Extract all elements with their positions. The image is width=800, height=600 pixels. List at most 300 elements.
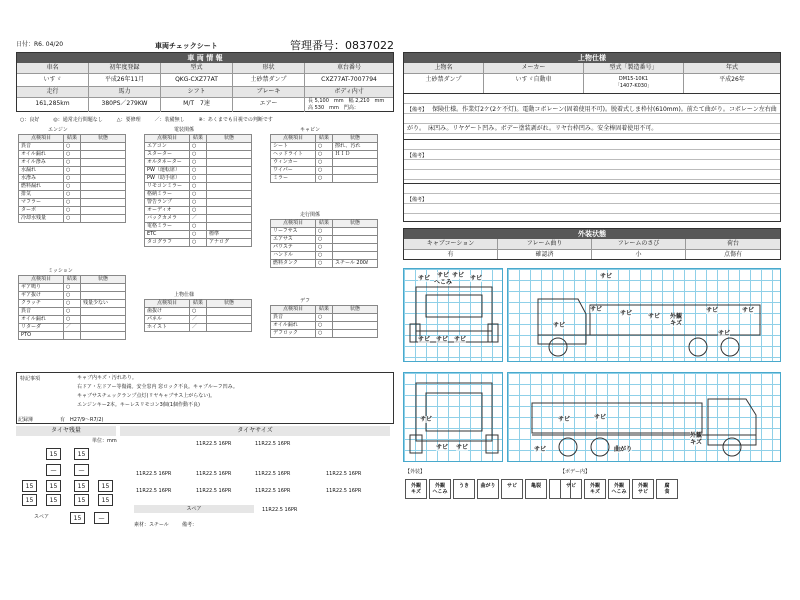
check-state — [81, 207, 126, 215]
check-state — [81, 175, 126, 183]
check-state: アナログ — [207, 239, 252, 247]
check-state — [333, 236, 378, 244]
check-state: ＨＩＤ — [333, 151, 378, 159]
check-state — [333, 159, 378, 167]
value-frame-rust: 小 — [592, 250, 686, 259]
column-header: 状態 — [207, 135, 252, 143]
special-line: キャブ内キズ・汚れあり。 — [77, 375, 137, 381]
legend-body-item: 外観 キズ — [584, 479, 606, 499]
tire-size-mid: 11R22.5 16PR — [255, 471, 291, 477]
value-shape: 土砂禁ダンプ — [233, 74, 305, 86]
table-row — [271, 159, 378, 167]
check-state: 標準 — [207, 231, 252, 239]
table-row — [271, 244, 378, 252]
value-upper-model: DM15-10K1 — [618, 76, 649, 82]
check-item: ヘッドライト — [271, 151, 316, 159]
diagram-side-right — [507, 372, 781, 462]
value-upper-serial: 「1407-K030」 — [614, 83, 653, 89]
label-shape: 形状 — [233, 63, 305, 73]
check-item: リーフサス — [271, 228, 316, 236]
column-header: 点検項目 — [19, 276, 64, 284]
drive-section — [270, 212, 378, 268]
check-item: オイル漏れ — [271, 322, 316, 330]
engine-section — [18, 127, 126, 223]
label-maker: メーカー — [484, 63, 584, 73]
body-dims-line1: 長 5,100 mm 幅 2,210 mm — [308, 98, 385, 104]
damage-tag: サビ — [594, 414, 607, 421]
engine-title: エンジン — [48, 127, 68, 133]
column-header: 結果 — [315, 306, 332, 314]
check-state — [207, 175, 252, 183]
check-result: ○ — [189, 231, 206, 239]
table-row — [19, 300, 126, 308]
diagram-front-top — [403, 268, 503, 362]
damage-tag: サビ — [418, 275, 431, 282]
legend-note: ※：あくまでも目視での判断です — [198, 117, 273, 123]
column-header: 状態 — [81, 135, 126, 143]
check-state — [207, 191, 252, 199]
label-body-dims: ボディ内寸 — [305, 87, 393, 97]
tire-wear-header: タイヤ残量 — [16, 426, 116, 436]
legend-body-item: 腐 食 — [656, 479, 678, 499]
legend-exterior-item: 外観 へこみ — [429, 479, 451, 499]
issue-date: 日付：R6. 04/20 — [16, 41, 64, 48]
damage-tag: サビ — [718, 330, 731, 337]
check-item: タコグラフ — [145, 239, 190, 247]
legend-exterior-label: 【外装】 — [405, 469, 426, 475]
check-result: ○ — [315, 314, 332, 322]
check-state — [81, 143, 126, 151]
tire-remark: 備考： — [182, 522, 198, 528]
check-result: ○ — [315, 252, 332, 260]
check-state — [81, 215, 126, 223]
table-row — [19, 191, 126, 199]
column-header: 点検項目 — [145, 135, 190, 143]
value-shift: M/T 7速 — [161, 98, 233, 112]
check-state — [207, 143, 252, 151]
check-item: 燃料タンク — [271, 260, 316, 268]
check-result: ○ — [189, 151, 206, 159]
drive-table — [270, 219, 378, 268]
column-header: 状態 — [333, 306, 378, 314]
check-item: スターター — [145, 151, 190, 159]
check-state — [81, 151, 126, 159]
check-result: ○ — [189, 207, 206, 215]
table-row — [19, 292, 126, 300]
truck-rear-outline — [404, 373, 504, 463]
check-item: PTO — [19, 332, 64, 340]
legend-exterior-item: うき — [453, 479, 475, 499]
check-state — [81, 324, 126, 332]
table-row — [145, 223, 252, 231]
check-result: ○ — [63, 143, 80, 151]
check-result: ○ — [189, 175, 206, 183]
check-result: ○ — [63, 191, 80, 199]
damage-tag: サビ — [418, 336, 431, 343]
diagram-rear — [403, 372, 503, 462]
exterior-status-header: 外装状態 — [404, 229, 780, 239]
check-result: ○ — [189, 191, 206, 199]
table-row — [271, 236, 378, 244]
table-row — [19, 199, 126, 207]
legend-body-item: サビ — [560, 479, 582, 499]
table-row — [271, 314, 378, 322]
damage-tag: サビ — [436, 444, 449, 451]
check-result: ○ — [63, 207, 80, 215]
check-item: ウィンカー — [271, 159, 316, 167]
mission-table — [18, 275, 126, 340]
check-state — [333, 314, 378, 322]
table-row — [145, 215, 252, 223]
tire-wear-unit: 単位：mm — [92, 438, 117, 444]
legend-exterior-item: 亀裂 — [525, 479, 547, 499]
damage-tag: 曲がり — [614, 446, 633, 453]
body-dims-line2: 高 530 mm 門高： — [308, 105, 359, 111]
value-upper-name: 土砂禁ダンプ — [404, 74, 484, 93]
table-row — [19, 316, 126, 324]
check-state — [333, 244, 378, 252]
tire-size-rear: 11R22.5 16PR — [136, 488, 172, 494]
check-item: 燃料漏れ — [19, 183, 64, 191]
column-header: 結果 — [315, 135, 332, 143]
check-result: ○ — [63, 300, 80, 308]
check-state: 残量少ない — [81, 300, 126, 308]
check-item: PW（助手席） — [145, 175, 190, 183]
check-result: ○ — [315, 151, 332, 159]
damage-tag: サビ へこみ — [434, 272, 453, 286]
column-header: 点検項目 — [19, 135, 64, 143]
cabin-title: キャビン — [300, 127, 321, 133]
damage-tag: サビ — [600, 273, 613, 280]
check-result: ○ — [315, 244, 332, 252]
special-line: キャブサスチェックランプ点灯(リヤキャブサス上がらない)。 — [77, 393, 216, 399]
value-car-name: いすゞ — [17, 74, 89, 86]
tire-size-rear: 11R22.5 16PR — [255, 488, 291, 494]
tire-rear: 15 — [74, 494, 89, 506]
check-result: ○ — [315, 260, 332, 268]
check-state — [207, 151, 252, 159]
table-row — [145, 183, 252, 191]
check-result: ○ — [189, 167, 206, 175]
table-row — [19, 324, 126, 332]
table-row — [271, 167, 378, 175]
value-brake: エアー — [233, 98, 305, 112]
record-book-label: 記録簿 — [18, 417, 34, 423]
spare-label: スペア — [34, 514, 50, 520]
table-row — [19, 167, 126, 175]
check-state — [333, 330, 378, 338]
table-row — [145, 143, 252, 151]
vehicle-info — [16, 52, 394, 112]
damage-tag: サビ — [436, 336, 449, 343]
value-power: 380PS／279KW — [89, 98, 161, 112]
check-state — [81, 167, 126, 175]
check-item: 警告ランプ — [145, 199, 190, 207]
special-line: 右ドア・左ドアー等傷錆。安全窓内 窓ロック不良。キャブルーフ凹み。 — [77, 384, 238, 390]
check-state — [81, 183, 126, 191]
upper-equip-table — [144, 299, 252, 332]
tire-rear: 15 — [98, 480, 113, 492]
legend-body-item: 外観 へこみ — [608, 479, 630, 499]
check-result: ○ — [189, 183, 206, 191]
tire-size-front: 11R22.5 16PR — [196, 441, 232, 447]
check-state — [207, 167, 252, 175]
damage-tag: サビ — [452, 272, 465, 279]
table-row — [271, 330, 378, 338]
column-header: 点検項目 — [271, 220, 316, 228]
wheel-material: 素材：スチール — [134, 522, 169, 528]
check-result: ／ — [189, 316, 206, 324]
upper-remark-label: 【備考】 — [407, 107, 428, 113]
legend-exterior-items — [405, 479, 573, 499]
damage-tag: サビ — [648, 313, 661, 320]
check-item: 異音 — [271, 314, 316, 322]
check-state — [333, 252, 378, 260]
check-state — [207, 159, 252, 167]
check-state: 擦れ、汚れ — [333, 143, 378, 151]
damage-tag: サビ — [456, 444, 469, 451]
column-header: 状態 — [333, 220, 378, 228]
check-result: ○ — [63, 215, 80, 223]
table-row — [19, 207, 126, 215]
tire-size-mid: 11R22.5 16PR — [136, 471, 172, 477]
cabin-table — [270, 134, 378, 183]
label-cab-caution: キャブコーション — [404, 239, 498, 249]
damage-tag: サビ — [454, 336, 467, 343]
check-item: エアコン — [145, 143, 190, 151]
column-header: 結果 — [189, 300, 206, 308]
check-item: PW（運転席） — [145, 167, 190, 175]
legend-repair: △：要修理 — [116, 117, 141, 123]
check-result: ○ — [63, 175, 80, 183]
check-result: ○ — [63, 159, 80, 167]
electric-table — [144, 134, 252, 247]
column-header: 状態 — [81, 276, 126, 284]
check-result: ○ — [63, 183, 80, 191]
value-upper-year: 平成26年 — [719, 76, 745, 83]
check-item: リモコンミラー — [145, 183, 190, 191]
check-item: ギア鳴り — [19, 284, 64, 292]
check-state — [333, 167, 378, 175]
label-upper-year: 年式 — [684, 63, 780, 73]
status-legend — [20, 117, 273, 124]
tire-mid-left: — — [46, 464, 61, 476]
check-state — [81, 159, 126, 167]
legend-ok: ◎：通常走行問題なし — [53, 117, 103, 123]
table-row — [19, 308, 126, 316]
value-bed: 点傷有 — [723, 251, 742, 258]
label-bed: 荷台 — [686, 239, 780, 249]
check-result: ○ — [315, 330, 332, 338]
table-row — [145, 199, 252, 207]
table-row — [271, 175, 378, 183]
upper-remark2-label: 【備考】 — [407, 153, 428, 159]
check-state — [81, 316, 126, 324]
label-shift: シフト — [161, 87, 233, 97]
engine-table — [18, 134, 126, 223]
check-item: オルタネーター — [145, 159, 190, 167]
tire-size-rear: 11R22.5 16PR — [326, 488, 362, 494]
label-upper-model: 型式「製造番号」 — [584, 63, 684, 73]
check-result: ／ — [189, 324, 206, 332]
check-result: ○ — [189, 143, 206, 151]
legend-exterior-item: 外観 キズ — [405, 479, 427, 499]
legend-exterior-item: 曲がり — [477, 479, 499, 499]
check-result: ○ — [189, 223, 206, 231]
diff-section — [270, 298, 378, 338]
table-row — [271, 143, 378, 151]
check-state: スチール 200ℓ — [333, 260, 378, 268]
check-state — [81, 308, 126, 316]
table-row — [19, 175, 126, 183]
value-cab-caution: 有 — [404, 250, 498, 259]
sheet-title: 車両チェックシート — [155, 42, 218, 50]
table-row — [145, 231, 252, 239]
check-state — [81, 191, 126, 199]
table-row — [19, 151, 126, 159]
label-power: 馬力 — [89, 87, 161, 97]
damage-tag: サビ — [534, 446, 547, 453]
table-row — [145, 308, 252, 316]
tire-front-left: 15 — [46, 448, 61, 460]
check-item: 格納ミラー — [145, 191, 190, 199]
value-frame-bend: 確認済 — [498, 250, 592, 259]
damage-tag: サビ — [742, 307, 755, 314]
check-item: エアサス — [271, 236, 316, 244]
vehicle-info-header: 車 両 情 報 — [17, 53, 393, 63]
column-header: 結果 — [63, 135, 80, 143]
check-result: ○ — [189, 308, 206, 316]
check-state — [207, 308, 252, 316]
check-result: ○ — [63, 308, 80, 316]
check-item: 水漏れ — [19, 167, 64, 175]
damage-tag: サビ — [590, 306, 603, 313]
check-result: ／ — [189, 215, 206, 223]
check-item: ワイパー — [271, 167, 316, 175]
table-row — [271, 151, 378, 159]
check-item: パネル — [145, 316, 190, 324]
table-row — [19, 183, 126, 191]
electric-section — [144, 127, 252, 247]
column-header: 点検項目 — [271, 306, 316, 314]
damage-tag: サビ — [558, 416, 571, 423]
cabin-section — [270, 127, 378, 183]
table-row — [145, 324, 252, 332]
check-item: ホイスト — [145, 324, 190, 332]
check-item: オーディオ — [145, 207, 190, 215]
check-result: ○ — [189, 239, 206, 247]
legend-body-items — [560, 479, 680, 499]
tire-mid-right: — — [74, 464, 89, 476]
check-result: ○ — [315, 228, 332, 236]
label-frame-rust: フレームのさび — [592, 239, 686, 249]
tire-size-rear: 11R22.5 16PR — [196, 488, 232, 494]
table-row — [145, 316, 252, 324]
label-chassis: 車台番号 — [305, 63, 393, 73]
check-item: 異音 — [19, 143, 64, 151]
diff-title: デフ — [300, 298, 311, 304]
tire-front-right: 15 — [74, 448, 89, 460]
truck-side2-outline — [508, 373, 782, 463]
table-row — [271, 322, 378, 330]
tire-rear: 15 — [46, 494, 61, 506]
check-item: 排気 — [19, 191, 64, 199]
column-header: 状態 — [333, 135, 378, 143]
check-item: ギア抜け — [19, 292, 64, 300]
check-item: マフラー — [19, 199, 64, 207]
check-item: リターダ — [19, 324, 64, 332]
damage-tag: サビ — [420, 416, 433, 423]
check-item: バックカメラ — [145, 215, 190, 223]
table-row — [145, 239, 252, 247]
tire-rear: 15 — [22, 494, 37, 506]
damage-tag: 外観 キズ — [670, 313, 683, 327]
check-result: ○ — [63, 284, 80, 292]
check-state — [81, 284, 126, 292]
table-row — [19, 332, 126, 340]
damage-tag: サビ — [470, 275, 483, 282]
check-state — [207, 324, 252, 332]
tire-spare: 15 — [70, 512, 85, 524]
legend-none: ／：装備無し — [154, 117, 185, 123]
table-row — [19, 143, 126, 151]
column-header: 状態 — [207, 300, 252, 308]
check-state — [207, 199, 252, 207]
upper-spec — [403, 52, 781, 222]
value-mileage: 161,285km — [17, 98, 89, 112]
check-state — [81, 292, 126, 300]
check-result: ／ — [63, 324, 80, 332]
mission-section — [18, 268, 126, 340]
tire-size-spare: 11R22.5 16PR — [262, 507, 298, 513]
check-result: ○ — [63, 199, 80, 207]
check-item: クラッチ — [19, 300, 64, 308]
tire-size-spare-label: スペア — [134, 505, 254, 513]
table-row — [19, 284, 126, 292]
label-car-name: 車名 — [17, 63, 89, 73]
upper-equip-section — [144, 292, 252, 332]
table-row — [145, 191, 252, 199]
check-result: ○ — [315, 143, 332, 151]
value-model: QKG-CXZ77AT — [161, 74, 233, 86]
table-row — [271, 252, 378, 260]
damage-tag: サビ — [553, 322, 566, 329]
check-item: シート — [271, 143, 316, 151]
legend-body-label: 【ボデー内】 — [560, 469, 591, 475]
column-header: 結果 — [63, 276, 80, 284]
check-item: ターボ — [19, 207, 64, 215]
check-result: ○ — [315, 236, 332, 244]
check-item: パワステ — [271, 244, 316, 252]
table-row — [19, 215, 126, 223]
column-header: 点検項目 — [145, 300, 190, 308]
upper-spec-header: 上物仕様 — [404, 53, 780, 63]
check-state — [207, 183, 252, 191]
check-item: 歯抜け — [145, 308, 190, 316]
check-state — [207, 316, 252, 324]
check-item: デフロック — [271, 330, 316, 338]
special-notes-label: 特記事項 — [20, 376, 41, 382]
damage-tag: サビ — [620, 310, 633, 317]
check-result: ○ — [189, 199, 206, 207]
check-state — [207, 223, 252, 231]
drive-title: 走行関係 — [300, 212, 321, 218]
check-item: 電格ミラー — [145, 223, 190, 231]
table-row — [145, 151, 252, 159]
tire-size-mid: 11R22.5 16PR — [326, 471, 362, 477]
label-brake: ブレーキ — [233, 87, 305, 97]
damage-tag: 外観 キズ — [690, 432, 703, 446]
